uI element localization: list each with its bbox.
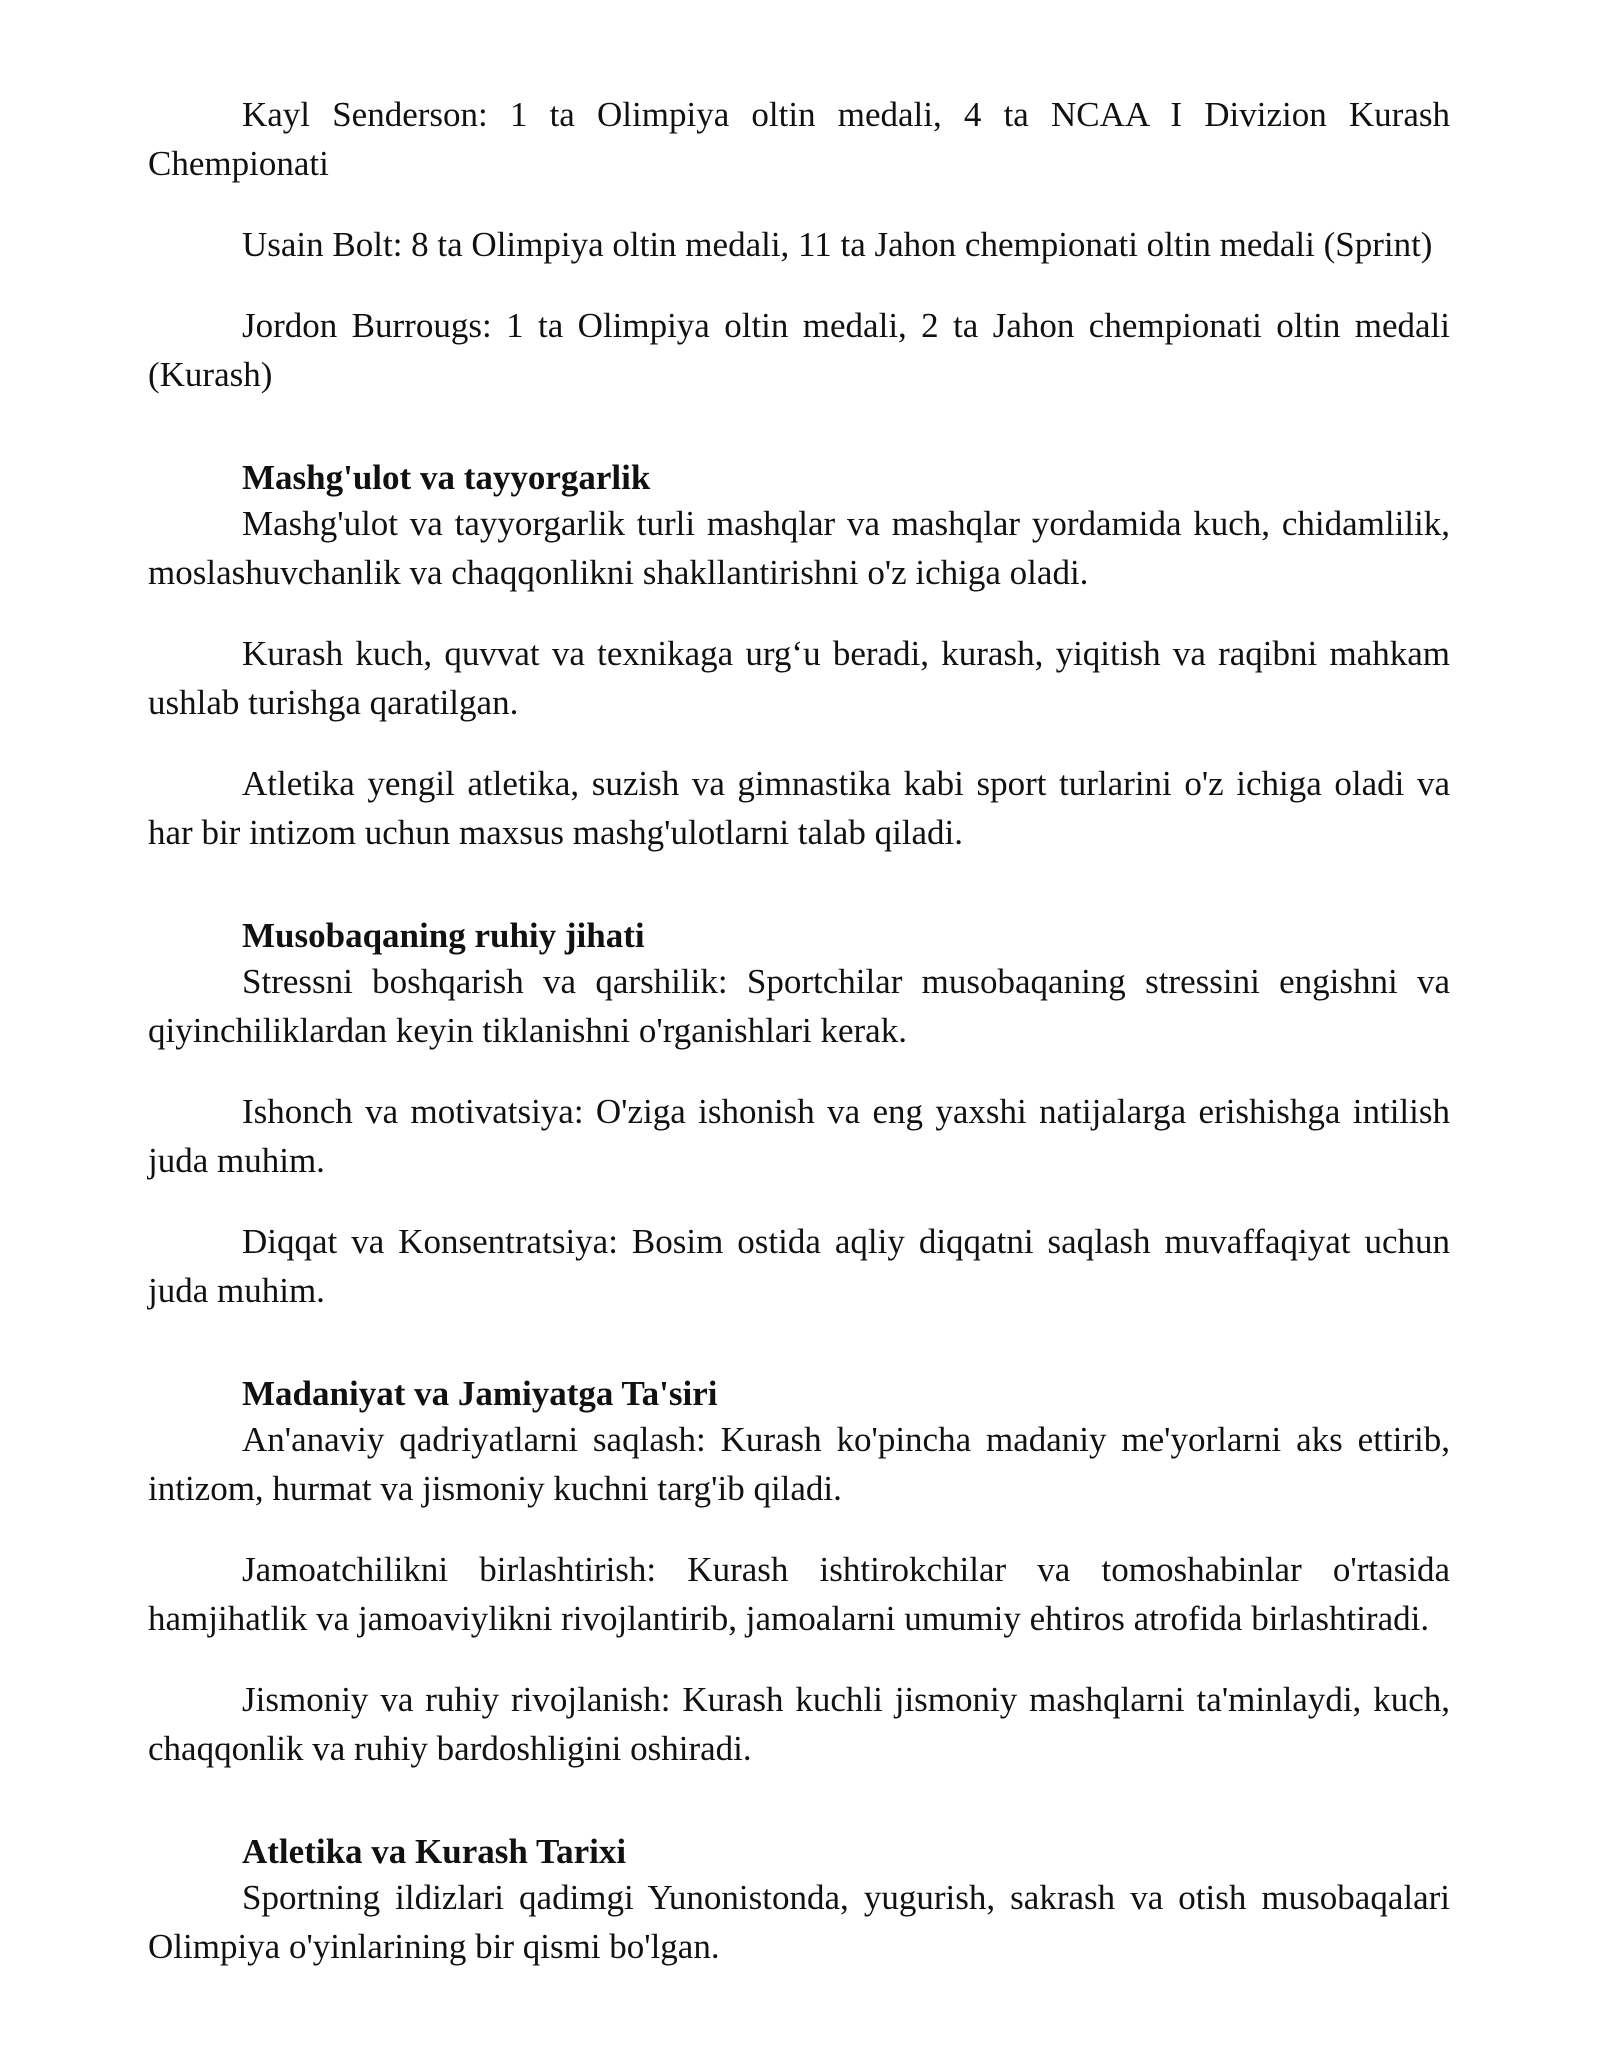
paragraph: Stressni boshqarish va qarshilik: Sportchilar musobaqaning stressini engishni va qiyinchiliklardan keyin tiklanishni o'rganishlari kerak. — [148, 962, 1450, 1050]
document-page — [148, 90, 1450, 2003]
paragraph: Diqqat va Konsentratsiya: Bosim ostida aqliy diqqatni saqlash muvaffaqiyat uchun juda muhim. — [148, 1222, 1450, 1310]
section-mental-aspect — [148, 915, 1450, 1315]
paragraph: Jismoniy va ruhiy rivojlanish: Kurash kuchli jismoniy mashqlarni ta'minlaydi, kuch, chaqqonlik va ruhiy bardoshligini oshiradi. — [148, 1680, 1450, 1768]
paragraph: An'anaviy qadriyatlarni saqlash: Kurash ko'pincha madaniy me'yorlarni aks ettirib, intizom, hurmat va jismoniy kuchni targ'ib qiladi. — [148, 1420, 1450, 1508]
section-culture-society — [148, 1373, 1450, 1773]
section-history — [148, 1831, 1450, 1971]
paragraph-athlete-burroughs: Jordon Burrougs: 1 ta Olimpiya oltin medali, 2 ta Jahon chempionati oltin medali (Kurash) — [148, 306, 1450, 394]
paragraph: Atletika yengil atletika, suzish va gimnastika kabi sport turlarini o'z ichiga oladi va har bir intizom uchun maxsus mashg'ulotlarni talab qiladi. — [148, 764, 1450, 852]
section-heading: Musobaqaning ruhiy jihati — [242, 916, 645, 955]
paragraph: Jamoatchilikni birlashtirish: Kurash ishtirokchilar va tomoshabinlar o'rtasida hamjihatlik va jamoaviylikni rivojlantirib, jamoalarni umumiy ehtiros atrofida birlashtiradi. — [148, 1550, 1450, 1638]
section-training — [148, 457, 1450, 857]
paragraph: Mashg'ulot va tayyorgarlik turli mashqlar va mashqlar yordamida kuch, chidamlilik, moslashuvchanlik va chaqqonlikni shakllantirishni o'z ichiga oladi. — [148, 504, 1450, 592]
paragraph: Sportning ildizlari qadimgi Yunonistonda, yugurish, sakrash va otish musobaqalari Olimpiya o'yinlarining bir qismi bo'lgan. — [148, 1878, 1450, 1966]
section-heading: Mashg'ulot va tayyorgarlik — [242, 458, 651, 497]
paragraph: Ishonch va motivatsiya: O'ziga ishonish va eng yaxshi natijalarga erishishga intilish juda muhim. — [148, 1092, 1450, 1180]
section-heading: Atletika va Kurash Tarixi — [242, 1832, 627, 1871]
paragraph: Kurash kuch, quvvat va texnikaga urg‘u beradi, kurash, yiqitish va raqibni mahkam ushlab turishga qaratilgan. — [148, 634, 1450, 722]
paragraph-athlete-bolt: Usain Bolt: 8 ta Olimpiya oltin medali, 11 ta Jahon chempionati oltin medali (Sprint) — [242, 225, 1433, 264]
section-heading: Madaniyat va Jamiyatga Ta'siri — [242, 1374, 718, 1413]
paragraph-athlete-sanderson: Kayl Senderson: 1 ta Olimpiya oltin medali, 4 ta NCAA I Divizion Kurash Chempionati — [148, 95, 1450, 183]
